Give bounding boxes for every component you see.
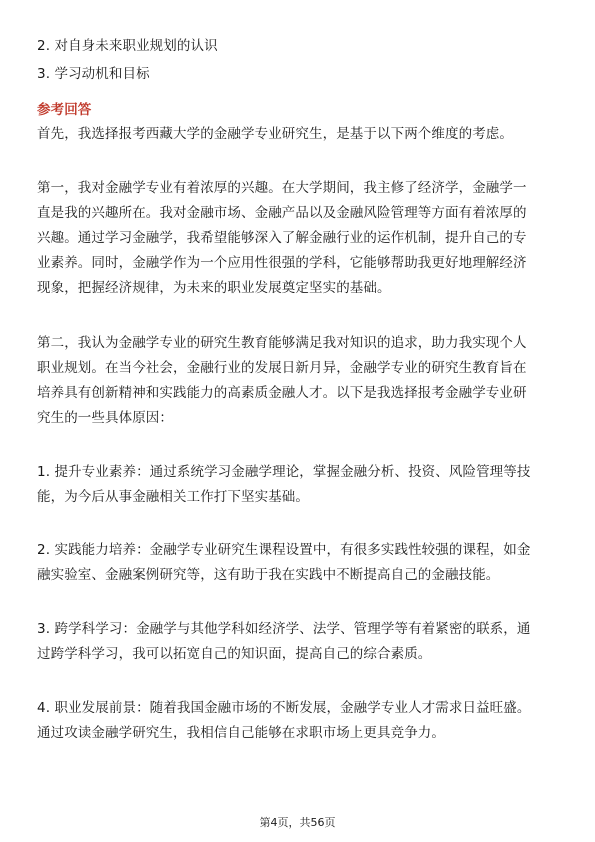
paragraph-first-line: 第一，我对金融学专业有着浓厚的兴趣。在大学期间，我主修了经济学，金融学一 [37, 180, 527, 196]
paragraph-second-line: 培养具有创新精神和实践能力的高素质金融人才。以下是我选择报考金融学专业研 [37, 385, 527, 401]
list-item-1-line: 能，为今后从事金融相关工作打下坚实基础。 [37, 489, 309, 505]
paragraph-second-line: 究生的一些具体原因： [37, 410, 173, 426]
answer-heading: 参考回答 [37, 102, 92, 118]
paragraph-first-line: 现象，把握经济规律，为未来的职业发展奠定坚实的基础。 [37, 280, 391, 296]
page-number: 第4页，共56页 [259, 816, 336, 829]
list-item-3-line: 过跨学科学习，我可以拓宽自己的知识面，提高自己的综合素质。 [37, 646, 432, 662]
paragraph-first-line: 直是我的兴趣所在。我对金融市场、金融产品以及金融风险管理等方面有着浓厚的 [37, 205, 527, 221]
list-item-4-line: 4. 职业发展前景：随着我国金融市场的不断发展，金融学专业人才需求日益旺盛。 [37, 700, 531, 716]
list-item-2-line: 融实验室、金融案例研究等，这有助于我在实践中不断提高自己的金融技能。 [37, 567, 500, 583]
list-item-3-line: 3. 跨学科学习：金融学与其他学科如经济学、法学、管理学等有着紧密的联系，通 [37, 621, 531, 637]
paragraph-second-line: 职业规划。在当今社会，金融行业的发展日新月异，金融学专业的研究生教育旨在 [37, 360, 527, 376]
list-item-4-line: 通过攻读金融学研究生，我相信自己能够在求职市场上更具竞争力。 [37, 725, 445, 741]
paragraph-intro-line: 首先，我选择报考西藏大学的金融学专业研究生，是基于以下两个维度的考虑。 [37, 126, 513, 142]
list-item-2-line: 2. 实践能力培养：金融学专业研究生课程设置中，有很多实践性较强的课程，如金 [37, 542, 531, 558]
paragraph-first-line: 业素养。同时，金融学作为一个应用性很强的学科，它能够帮助我更好地理解经济 [37, 255, 527, 271]
intro-item-3: 3. 学习动机和目标 [37, 66, 150, 82]
paragraph-first-line: 兴趣。通过学习金融学，我希望能够深入了解金融行业的运作机制，提升自己的专 [37, 230, 527, 246]
list-item-1-line: 1. 提升专业素养：通过系统学习金融学理论，掌握金融分析、投资、风险管理等技 [37, 464, 531, 480]
intro-item-2: 2. 对自身未来职业规划的认识 [37, 38, 218, 54]
paragraph-second-line: 第二，我认为金融学专业的研究生教育能够满足我对知识的追求，助力我实现个人 [37, 335, 527, 351]
